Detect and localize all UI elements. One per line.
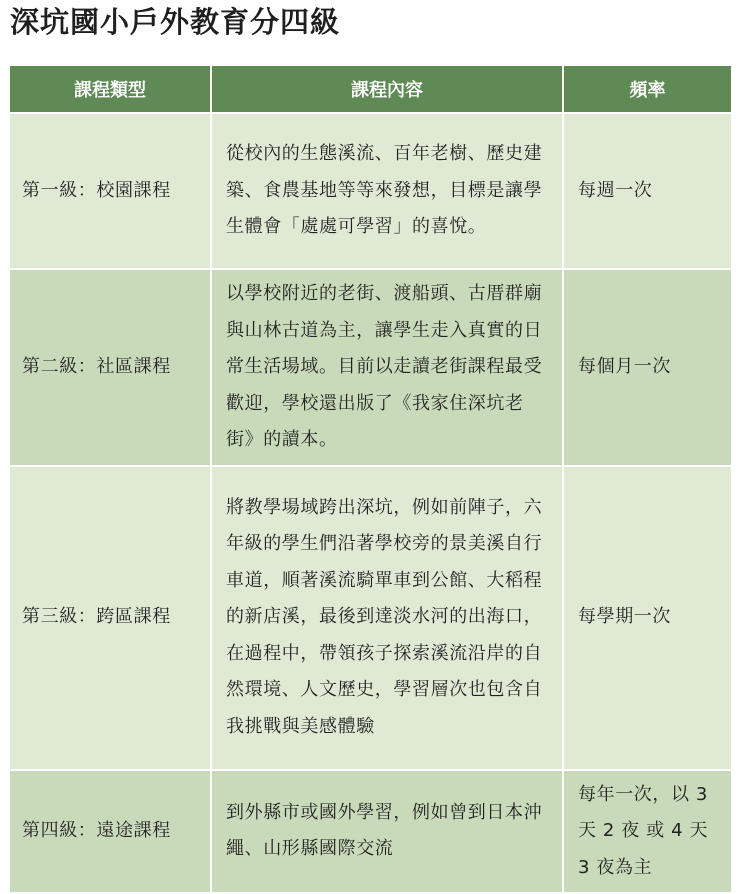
table-row	[10, 269, 731, 466]
course-frequency: 每個月一次	[563, 269, 731, 466]
page-title: 深坑國小戶外教育分四級	[10, 5, 341, 39]
course-level: 第四級：遠途課程	[10, 770, 211, 894]
header-course-content: 課程內容	[211, 66, 563, 113]
course-content: 以學校附近的老街、渡船頭、古厝群廟與山林古道為主，讓學生走入真實的日常生活場域。目前以走讀老街課程最受歡迎，學校還出版了《我家住深坑老街》的讀本。	[211, 269, 563, 466]
course-level: 第一級：校園課程	[10, 113, 211, 269]
table-row	[10, 113, 731, 269]
table-header-row	[10, 66, 731, 113]
course-content: 從校內的生態溪流、百年老樹、歷史建築、食農基地等等來發想，目標是讓學生體會「處處可學習」的喜悅。	[211, 113, 563, 269]
course-frequency: 每週一次	[563, 113, 731, 269]
header-course-type: 課程類型	[10, 66, 211, 113]
course-content: 將教學場域跨出深坑，例如前陣子，六年級的學生們沿著學校旁的景美溪自行車道，順著溪流騎單車到公館、大稻程的新店溪，最後到達淡水河的出海口，在過程中，帶領孩子探索溪流沿岸的自然環境、人文歷史，學習層次也包含自我挑戰與美感體驗	[211, 466, 563, 770]
course-frequency: 每學期一次	[563, 466, 731, 770]
course-frequency: 每年一次，以 3 天 2 夜 或 4 天 3 夜為主	[563, 770, 731, 894]
course-level: 第二級：社區課程	[10, 269, 211, 466]
course-table	[10, 66, 731, 894]
header-frequency: 頻率	[563, 66, 731, 113]
table-row	[10, 466, 731, 770]
course-content: 到外縣市或國外學習，例如曾到日本沖繩、山形縣國際交流	[211, 770, 563, 894]
table-row	[10, 770, 731, 894]
course-level: 第三級：跨區課程	[10, 466, 211, 770]
